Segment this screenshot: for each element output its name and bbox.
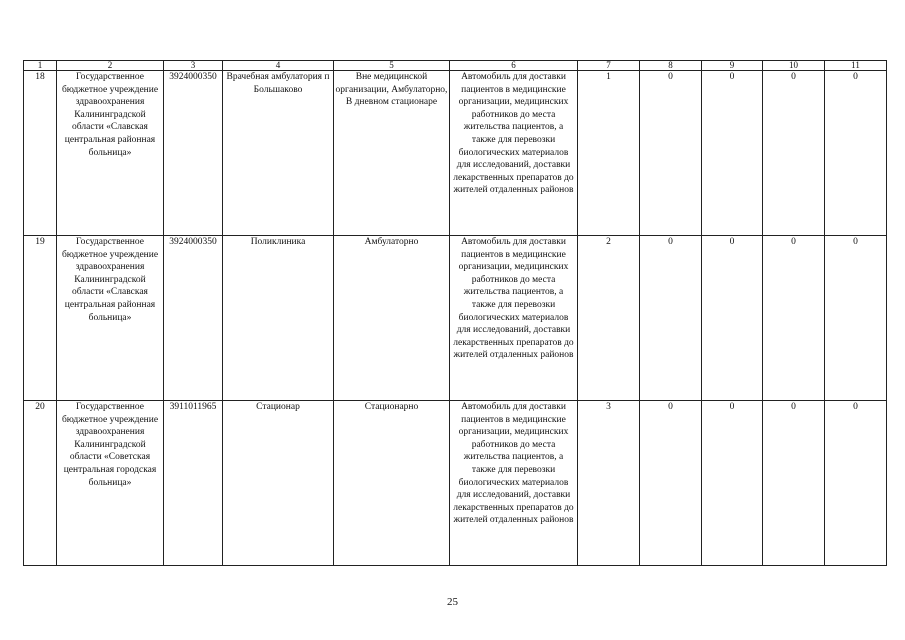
care-conditions: Вне медицинской организации, Амбулаторно, В дневном стационаре [334, 71, 450, 236]
organization-code: 3924000350 [164, 236, 223, 401]
value-col-10: 0 [763, 236, 825, 401]
value-col-7: 2 [578, 236, 640, 401]
header-cell: 9 [702, 61, 763, 71]
row-number: 19 [24, 236, 57, 401]
header-cell: 2 [57, 61, 164, 71]
page-number: 25 [447, 596, 458, 608]
vehicle-purpose: Автомобиль для доставки пациентов в медицинские организации, медицинских работников до места жительства пациентов, а также для перевозки биологических материалов для исследований, доставки лекарственных препаратов до жителей отдаленных районов [450, 236, 578, 401]
value-col-11: 0 [825, 71, 887, 236]
header-cell: 5 [334, 61, 450, 71]
row-number: 20 [24, 401, 57, 566]
organization-code: 3911011965 [164, 401, 223, 566]
value-col-8: 0 [640, 401, 702, 566]
division-name: Стационар [223, 401, 334, 566]
value-col-8: 0 [640, 71, 702, 236]
organization-name: Государственное бюджетное учреждение здравоохранения Калининградской области «Славская центральная районная больница» [57, 71, 164, 236]
value-col-7: 1 [578, 71, 640, 236]
value-col-8: 0 [640, 236, 702, 401]
care-conditions: Амбулаторно [334, 236, 450, 401]
header-cell: 3 [164, 61, 223, 71]
value-col-10: 0 [763, 71, 825, 236]
vehicle-purpose: Автомобиль для доставки пациентов в медицинские организации, медицинских работников до места жительства пациентов, а также для перевозки биологических материалов для исследований, доставки лекарственных препаратов до жителей отдаленных районов [450, 71, 578, 236]
organization-name: Государственное бюджетное учреждение здравоохранения Калининградской области «Славская центральная районная больница» [57, 236, 164, 401]
division-name: Поликлиника [223, 236, 334, 401]
organization-name: Государственное бюджетное учреждение здравоохранения Калининградской области «Советская центральная городская больница» [57, 401, 164, 566]
division-name: Врачебная амбулатория п Большаково [223, 71, 334, 236]
header-cell: 4 [223, 61, 334, 71]
header-cell: 8 [640, 61, 702, 71]
value-col-7: 3 [578, 401, 640, 566]
header-cell: 1 [24, 61, 57, 71]
data-table [23, 60, 887, 566]
value-col-9: 0 [702, 401, 763, 566]
header-cell: 11 [825, 61, 887, 71]
header-cell: 6 [450, 61, 578, 71]
table-row [24, 401, 887, 566]
organization-code: 3924000350 [164, 71, 223, 236]
header-cell: 7 [578, 61, 640, 71]
table-row [24, 236, 887, 401]
row-number: 18 [24, 71, 57, 236]
value-col-11: 0 [825, 401, 887, 566]
value-col-9: 0 [702, 236, 763, 401]
column-number-row [24, 61, 887, 71]
table-row [24, 71, 887, 236]
header-cell: 10 [763, 61, 825, 71]
value-col-11: 0 [825, 236, 887, 401]
care-conditions: Стационарно [334, 401, 450, 566]
value-col-9: 0 [702, 71, 763, 236]
vehicle-purpose: Автомобиль для доставки пациентов в медицинские организации, медицинских работников до места жительства пациентов, а также для перевозки биологических материалов для исследований, доставки лекарственных препаратов до жителей отдаленных районов [450, 401, 578, 566]
value-col-10: 0 [763, 401, 825, 566]
